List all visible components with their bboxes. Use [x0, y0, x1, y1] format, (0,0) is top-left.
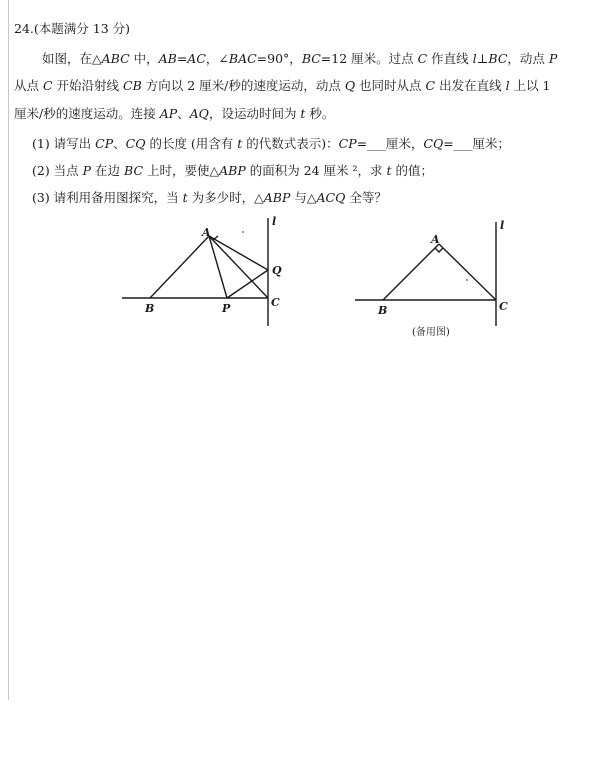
text: CP	[338, 136, 357, 151]
text: 中，	[129, 51, 159, 66]
text: 的面积为 24 厘米 ²，求	[245, 163, 387, 178]
text: ABC	[101, 51, 130, 66]
label-p: P	[222, 302, 231, 315]
text: 为多少时，△	[187, 190, 264, 205]
text: 秒。	[305, 106, 335, 121]
text: 如图，在△	[42, 51, 102, 66]
text: l	[472, 51, 477, 66]
text: 的值；	[391, 163, 434, 178]
text: t	[182, 190, 188, 205]
text: 全等？	[345, 190, 387, 205]
label-c: C	[499, 300, 508, 313]
text: ABP	[263, 190, 291, 205]
text: l	[505, 78, 510, 93]
text: CQ	[125, 136, 146, 151]
text: ACQ	[316, 190, 346, 205]
label-a: A	[202, 226, 211, 239]
text: 的代数式表示)：	[242, 136, 339, 151]
text: 、	[113, 136, 126, 151]
right-angle-mark	[435, 248, 443, 252]
segment-ab	[383, 244, 439, 300]
text: t	[237, 136, 243, 151]
label-b: B	[145, 302, 155, 315]
text: P	[82, 163, 92, 178]
segment-ac	[439, 244, 496, 300]
text: 上以 1	[509, 78, 551, 93]
text: =12 厘米。过点	[320, 51, 418, 66]
text: CB	[123, 78, 142, 93]
text: C	[417, 51, 428, 66]
text: 出发在直线	[435, 78, 506, 93]
text: 从点	[14, 78, 43, 93]
label-c: C	[271, 296, 280, 309]
speck	[466, 279, 468, 281]
text: 作直线	[427, 51, 473, 66]
text: =___厘米；	[443, 136, 510, 151]
text: CP	[95, 136, 114, 151]
text: 厘米/秒的速度运动。连接	[14, 106, 160, 121]
text: (2) 当点	[32, 163, 83, 178]
text: ⊥	[476, 51, 489, 66]
label-a: A	[431, 233, 440, 246]
text: t	[300, 106, 306, 121]
text: AP	[159, 106, 178, 121]
text: (1) 请写出	[32, 136, 96, 151]
text: =___厘米，	[356, 136, 424, 151]
text: (3) 请利用备用图探究，当	[32, 190, 183, 205]
text: 开始沿射线	[52, 78, 124, 93]
text: ，∠	[205, 51, 229, 66]
label-l: l	[500, 219, 505, 232]
text: t	[386, 163, 392, 178]
text: 也同时从点	[355, 78, 426, 93]
text: 方向以 2 厘米/秒的速度运动，动点	[141, 78, 345, 93]
label-b: B	[378, 304, 388, 317]
text: 、	[177, 106, 190, 121]
text: P	[548, 51, 558, 66]
figure-caption: (备用图)	[412, 327, 450, 338]
text: C	[425, 78, 436, 93]
text: AB=AC	[158, 51, 206, 66]
text: CQ	[423, 136, 444, 151]
text: BC	[488, 51, 508, 66]
text: Q	[344, 78, 356, 93]
text: ，动点	[507, 51, 549, 66]
text: 的长度 (用含有	[145, 136, 238, 151]
text: C	[42, 78, 53, 93]
text: ABP	[219, 163, 246, 178]
text: BC	[301, 51, 321, 66]
text: BAC	[228, 51, 257, 66]
label-q: Q	[272, 264, 282, 277]
problem-score: (本题满分 13 分)	[33, 21, 130, 36]
text: 与△	[290, 190, 317, 205]
problem-number: 24.	[14, 21, 34, 36]
text: AQ	[189, 106, 209, 121]
text: =90°，	[256, 51, 302, 66]
text: 在边	[91, 163, 125, 178]
text: BC	[124, 163, 144, 178]
text: ，设运动时间为	[208, 106, 301, 121]
label-l: l	[272, 215, 277, 228]
text: 上时，要使△	[143, 163, 220, 178]
